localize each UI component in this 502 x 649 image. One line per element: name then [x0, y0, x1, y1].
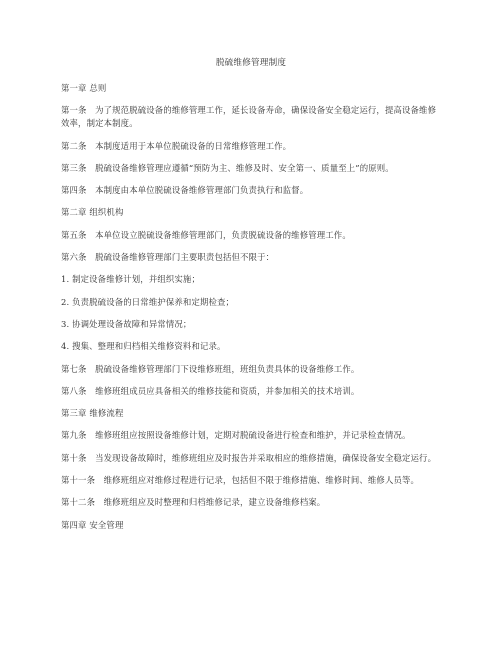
chapter-heading: 第二章 组织机构: [61, 207, 124, 218]
article-paragraph: 第六条 脱硫设备维修管理部门主要职责包括但不限于：: [61, 252, 275, 263]
article-paragraph: 第十一条 维修班组应对维修过程进行记录，包括但不限于维修措施、维修时间、维修人员等。: [61, 475, 420, 486]
article-paragraph: 第二条 本制度适用于本单位脱硫设备的日常维修管理工作。: [61, 140, 292, 151]
chapter-heading: 第四章 安全管理: [61, 519, 124, 530]
article-paragraph: 第四条 本制度由本单位脱硫设备维修管理部门负责执行和监督。: [61, 185, 309, 196]
chapter-heading: 第一章 总则: [61, 83, 107, 93]
article-paragraph: 第一条 为了规范脱硫设备的维修管理工作，延长设备寿命，确保设备安全稳定运行，提高设备维修效率，制定本制度。: [61, 105, 437, 129]
article-paragraph: 第十条 当发现设备故障时，维修班组应及时报告并采取相应的维修措施，确保设备安全稳定运行。: [61, 452, 437, 463]
chapter-heading: 第三章 维修流程: [61, 408, 124, 419]
document-body: [61, 82, 441, 541]
article-paragraph: 第七条 脱硫设备维修管理部门下设维修班组，班组负责具体的设备维修工作。: [61, 363, 360, 374]
list-item: 3. 协调处理设备故障和异常情况；: [61, 318, 192, 329]
article-paragraph: 第五条 本单位设立脱硫设备维修管理部门，负责脱硫设备的维修管理工作。: [61, 229, 351, 240]
article-paragraph: 第十二条 维修班组应及时整理和归档维修记录，建立设备维修档案。: [61, 497, 326, 508]
article-paragraph: 第八条 维修班组成员应具备相关的维修技能和资质，并参加相关的技术培训。: [61, 385, 360, 396]
list-item: 4. 搜集、整理和归档相关维修资料和记录。: [61, 341, 226, 352]
article-paragraph: 第九条 维修班组应按照设备维修计划，定期对脱硫设备进行检查和维护，并记录检查情况。: [61, 430, 411, 441]
document-title: 脱硫维修管理制度: [215, 58, 287, 68]
list-item: 2. 负责脱硫设备的日常维护保养和定期检查；: [61, 296, 235, 307]
list-item: 1. 制定设备维修计划，并组织实施；: [61, 274, 200, 285]
article-paragraph: 第三条 脱硫设备维修管理应遵循“预防为主、维修及时、安全第一、质量至上”的原则。: [61, 162, 394, 173]
